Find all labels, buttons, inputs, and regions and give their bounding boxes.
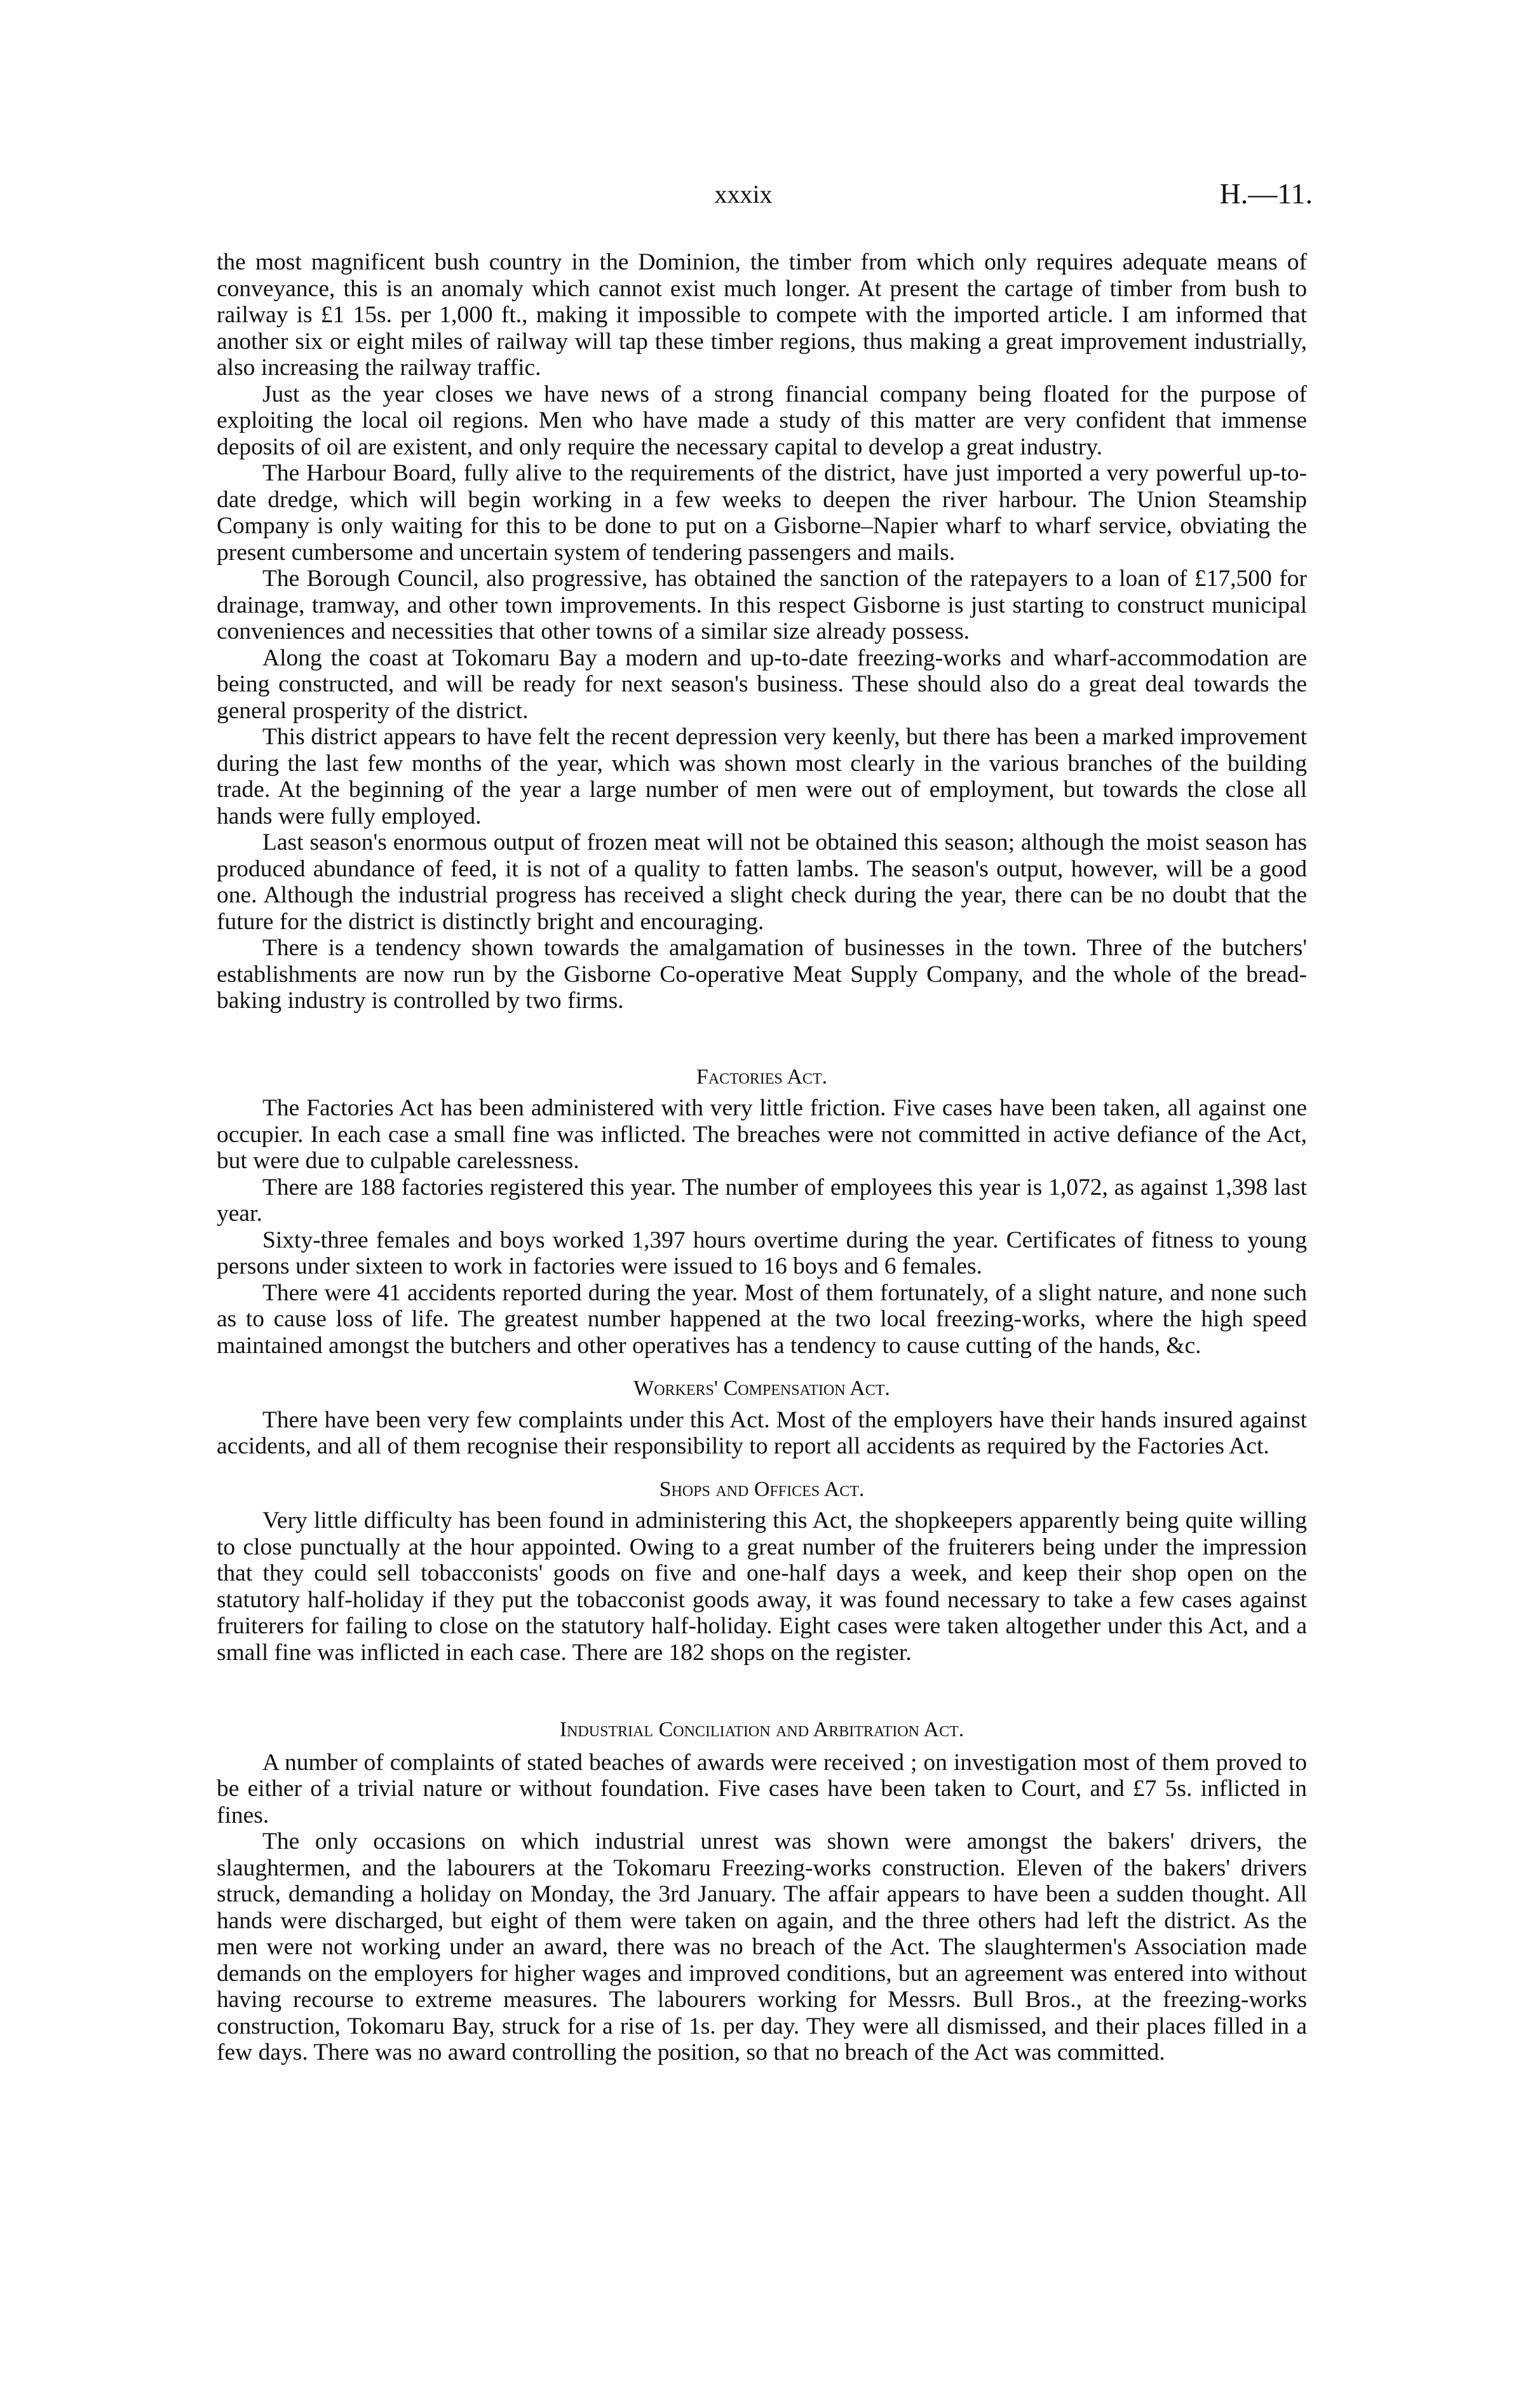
paragraph: There is a tendency shown towards the amalgamation of businesses in the town. Three of the butchers' establishments are now run by the Gisborne Co-operative Meat Supply Company, and the whole of the bread-baking industry is controlled by two firms. bbox=[217, 935, 1307, 1014]
section-heading-shops-and-offices-act: Shops and Offices Act. bbox=[659, 1477, 865, 1501]
paragraph: the most magnificent bush country in the Dominion, the timber from which only requires adequate means of conveyance, this is an anomaly which cannot exist much longer. At present the cartage of timber from bush to railway is £1 15s. per 1,000 ft., making it impossible to compete with the imported article. I am informed that another six or eight miles of railway will tap these timber regions, thus making a great improvement industrially, also increasing the railway traffic. bbox=[217, 249, 1307, 381]
paragraph: This district appears to have felt the recent depression very keenly, but there has been a marked improvement during the last few months of the year, which was shown most clearly in the various branches of the building trade. At the beginning of the year a large number of men were out of employment, but towards the close all hands were fully employed. bbox=[217, 724, 1307, 829]
paragraph: The Factories Act has been administered with very little friction. Five cases have been taken, all against one occupier. In each case a small fine was inflicted. The breaches were not committed in active defiance of the Act, but were due to culpable carelessness. bbox=[217, 1095, 1307, 1174]
paragraph: Last season's enormous output of frozen meat will not be obtained this season; although the moist season has produced abundance of feed, it is not of a quality to fatten lambs. The season's output, however, will be a good one. Although the industrial progress has received a slight check during the year, there can be no doubt that the future for the district is distinctly bright and encouraging. bbox=[217, 829, 1307, 935]
page-body bbox=[217, 249, 1307, 2066]
paragraph: Very little difficulty has been found in administering this Act, the shopkeepers apparently being quite willing to close punctually at the hour appointed. Owing to a great number of the fruiterers being under the impression that they could sell tobacconists' goods on five and one-half days a week, and keep their shop open on the statutory half-holiday if they put the tobacconist goods away, it was found necessary to take a few cases against fruiterers for failing to close on the statutory half-holiday. Eight cases were taken altogether under this Act, and a small fine was inflicted in each case. There are 182 shops on the register. bbox=[217, 1507, 1307, 1666]
paragraph: There were 41 accidents reported during the year. Most of them fortunately, of a slight nature, and none such as to cause loss of life. The greatest number happened at the two local freezing-works, where the high speed maintained amongst the butchers and other operatives has a tendency to cause cutting of the hands, &c. bbox=[217, 1279, 1307, 1359]
section-heading-workers-compensation-act: Workers' Compensation Act. bbox=[633, 1377, 890, 1400]
document-reference: H.—11. bbox=[1219, 177, 1313, 210]
section-heading-industrial-conciliation-act: Industrial Conciliation and Arbitration Act. bbox=[559, 1718, 964, 1741]
paragraph: Along the coast at Tokomaru Bay a modern and up-to-date freezing-works and wharf-accommodation are being constructed, and will be ready for next season's business. These should also do a great deal towards the general prosperity of the district. bbox=[217, 644, 1307, 724]
paragraph: Just as the year closes we have news of a strong financial company being floated for the purpose of exploiting the local oil regions. Men who have made a study of this matter are very confident that immense deposits of oil are existent, and only require the necessary capital to develop a great industry. bbox=[217, 381, 1307, 460]
section-heading-factories-act: Factories Act. bbox=[696, 1065, 828, 1089]
paragraph: The Harbour Board, fully alive to the requirements of the district, have just imported a very powerful up-to-date dredge, which will begin working in a few weeks to deepen the river harbour. The Union Steamship Company is only waiting for this to be done to put on a Gisborne–Napier wharf to wharf service, obviating the present cumbersome and uncertain system of tendering passengers and mails. bbox=[217, 460, 1307, 566]
paragraph: The Borough Council, also progressive, has obtained the sanction of the ratepayers to a loan of £17,500 for drainage, tramway, and other town improvements. In this respect Gisborne is just starting to construct municipal conveniences and necessities that other towns of a similar size already possess. bbox=[217, 566, 1307, 644]
paragraph: There are 188 factories registered this year. The number of employees this year is 1,072, as against 1,398 last year. bbox=[217, 1174, 1307, 1227]
paragraph: There have been very few complaints under this Act. Most of the employers have their hands insured against accidents, and all of them recognise their responsibility to report all accidents as required by the Factories Act. bbox=[217, 1406, 1307, 1459]
paragraph: A number of complaints of stated beaches of awards were received ; on investigation most of them proved to be either of a trivial nature or without foundation. Five cases have been taken to Court, and £7 5s. inflicted in fines. bbox=[217, 1749, 1307, 1828]
paragraph: Sixty-three females and boys worked 1,397 hours overtime during the year. Certificates of fitness to young persons under sixteen to work in factories were issued to 16 boys and 6 females. bbox=[217, 1227, 1307, 1279]
page-number: xxxix bbox=[714, 180, 773, 208]
paragraph: The only occasions on which industrial unrest was shown were amongst the bakers' drivers, the slaughtermen, and the labourers at the Tokomaru Freezing-works construction. Eleven of the bakers' drivers struck, demanding a holiday on Monday, the 3rd January. The affair appears to have been a sudden thought. All hands were discharged, but eight of them were taken on again, and the three others had left the district. As the men were not working under an award, there was no breach of the Act. The slaughtermen's Association made demands on the employers for higher wages and improved conditions, but an agreement was entered into without having recourse to extreme measures. The labourers working for Messrs. Bull Bros., at the freezing-works construction, Tokomaru Bay, struck for a rise of 1s. per day. They were all dismissed, and their places filled in a few days. There was no award controlling the position, so that no breach of the Act was committed. bbox=[217, 1828, 1307, 2065]
